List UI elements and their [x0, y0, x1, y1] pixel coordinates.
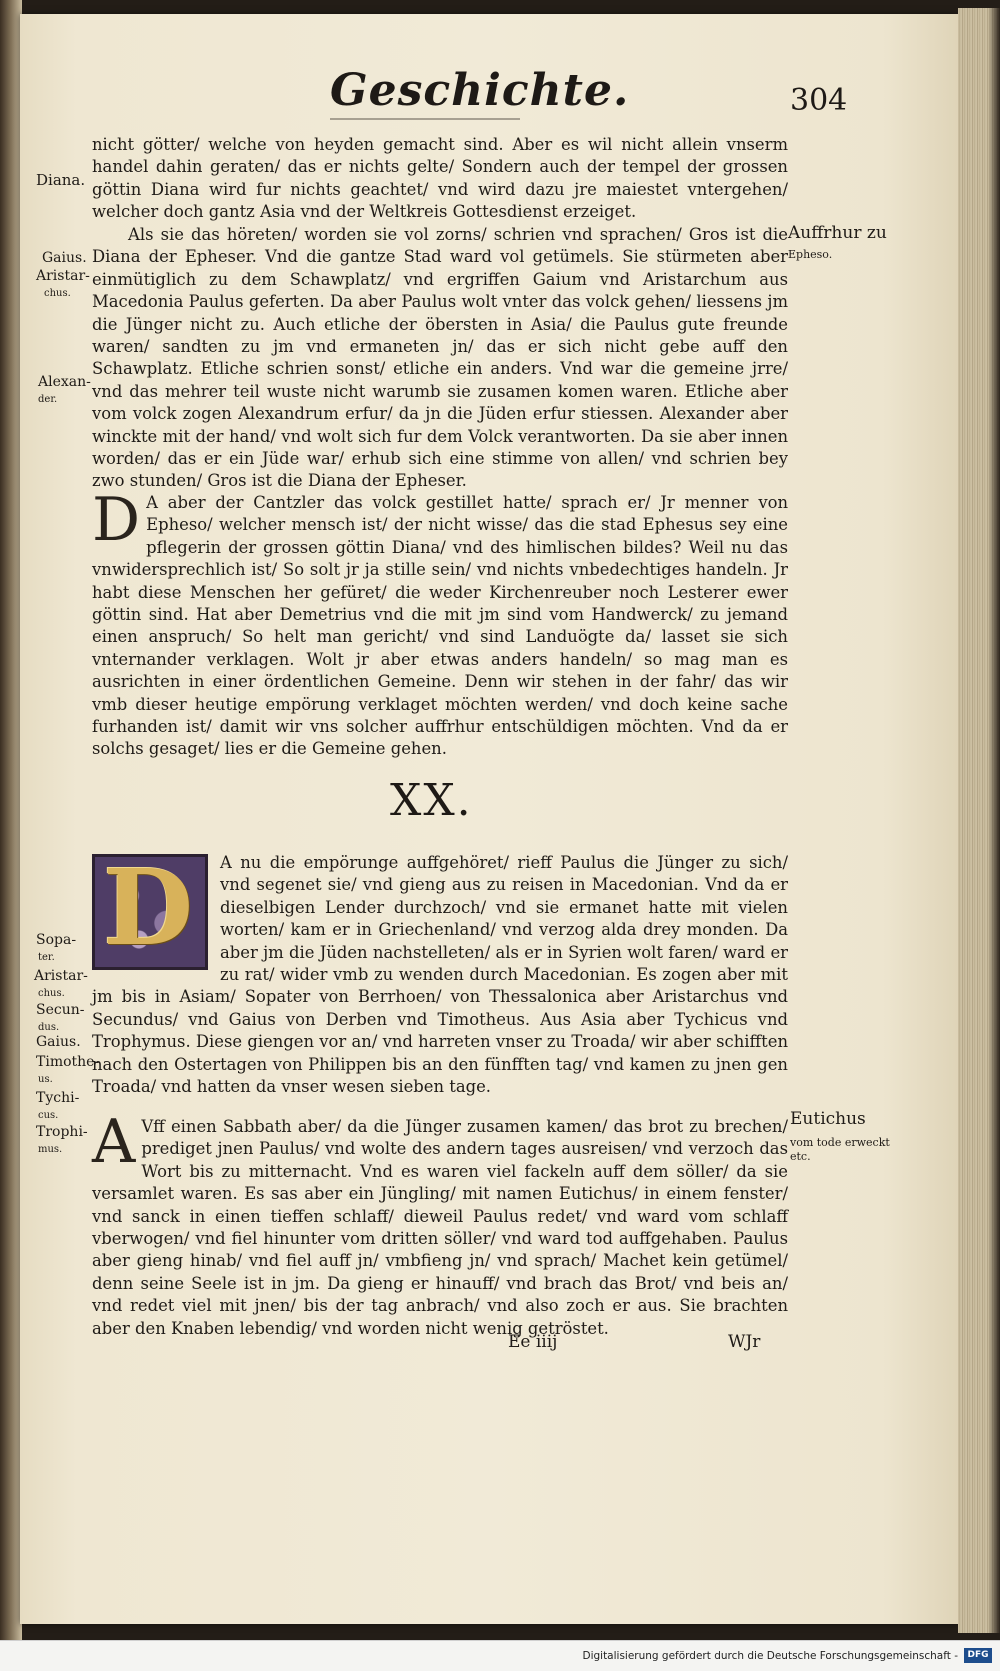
paragraph: nicht götter/ welche von heyden gemacht sind. Aber es wil nicht allein vnserm handel dahin geraten/ das er nichts gelte/ Sondern auch der tempel der grossen göttin Diana wird fur nichts geachtet/ vnd wird dazu jre maiestet vntergehen/ welcher doch gantz Asia vnd der Weltkreis Gottesdienst erzeiget.	[92, 135, 788, 222]
folio-number: 304	[790, 83, 848, 118]
running-header: Geschichte.	[330, 65, 630, 116]
margin-note: Diana.	[36, 171, 86, 189]
paragraph	[92, 846, 788, 1098]
text-block-1	[92, 134, 788, 224]
catchword: WJr	[728, 1332, 761, 1352]
text-block-4	[92, 846, 788, 1098]
margin-note: ter.	[38, 952, 55, 963]
margin-note: Tychi-	[36, 1090, 80, 1106]
margin-note: chus.	[44, 288, 71, 299]
paragraph-text: A nu die empörunge auffgehöret/ rieff Paulus die Jünger zu sich/ vnd segenet sie/ vnd gieng aus zu reisen in Macedonian. Vnd da er dieselbigen Lender durchzoch/ vnd sie ermanet hatte mit vielen worten/ kam er in Griechenland/ vnd verzog alda drey monden. Da aber jm die Jüden nachstelleten/ als er in Syrien wolt faren/ ward er zu rat/ wider vmb zu wenden durch Macedonian. Es zogen aber mit jm bis in Asiam/ Sopater von Berrhoen/ von Thessalonica aber Aristarchus vnd Secundus/ vnd Gaius von Derben vnd Timotheus. Aus Asia aber Tychicus vnd Trophymus. Diese giengen vor an/ vnd harreten vnser zu Troada/ wir aber schifften nach den Ostertagen von Philippen bis an den fünfften tag/ vnd kamen zu jnen gen Troada/ vnd hatten da vnser wesen sieben tage.	[92, 853, 788, 1097]
footer-bar	[0, 1640, 1000, 1671]
margin-note: Secun-	[36, 1002, 85, 1018]
text-block-2	[92, 224, 788, 493]
margin-note: vom tode erweckt	[790, 1136, 890, 1149]
funding-notice: Digitalisierung gefördert durch die Deutsche Forschungsgemeinschaft -	[582, 1650, 958, 1662]
paragraph-text: Vff einen Sabbath aber/ da die Jünger zusamen kamen/ das brot zu brechen/ prediget jnen Paulus/ vnd wolte des andern tages ausreisen/ vnd verzoch das Wort bis zu mitternacht. Vnd es waren viel fackeln auff dem söller/ da sie versamlet waren. Es sas aber ein Jüngling/ mit namen Eutichus/ in einem fenster/ vnd sanck in einen tieffen schlaff/ dieweil Paulus redet/ vnd ward vom schlaff vberwogen/ vnd fiel hinunter vom dritten söller/ vnd ward tod auffgehaben. Paulus aber gieng hinab/ vnd fiel auff jn/ vmbfieng jn/ vnd sprach/ Machet kein getümel/ denn seine Seele ist in jm. Da gieng er hinauff/ vnd brach das Brot/ vnd beis an/ vnd redet viel mit jnen/ bis der tag anbrach/ vnd also zoch er aus. Sie brachten aber den Knaben lebendig/ vnd worden nicht wenig getröstet.	[92, 1117, 788, 1338]
page-fore-edge	[958, 8, 1000, 1633]
paragraph-text: A aber der Cantzler das volck gestillet hatte/ sprach er/ Jr menner von Epheso/ welcher mensch ist/ der nicht wisse/ das die stad Ephesus sey eine pflegerin der grossen göttin Diana/ vnd des himlischen bildes? Weil nu das vnwidersprechlich ist/ So solt jr ja stille sein/ vnd nichts vnbedechtiges handeln. Jr habt diese Menschen her gefüret/ die weder Kirchenreuber noch Lesterer ewer göttin sind. Hat aber Demetrius vnd die mit jm sind vom Handwerck/ zu jemand einen anspruch/ So helt man gericht/ vnd sind Landuögte da/ lasset sie sich vnternander verklagen. Wolt jr aber etwas anders handeln/ so mag man es ausrichten in einer ördentlichen Gemeine. Denn wir stehen in der fahr/ das wir vmb dieser heutige empörung verklaget möchten werden/ vnd doch keine sache furhanden ist/ damit wir vns solcher auffrhur entschüldigen möchten. Vnd da er solchs gesaget/ lies er die Gemeine gehen.	[92, 493, 788, 759]
dfg-logo: DFG	[964, 1648, 992, 1663]
margin-note: Epheso.	[788, 248, 833, 261]
margin-note: mus.	[38, 1144, 63, 1155]
margin-note: us.	[38, 1074, 53, 1085]
text-block-5	[92, 1107, 788, 1340]
margin-note: Eutichus	[790, 1109, 866, 1129]
margin-note: Aristar-	[36, 268, 90, 284]
margin-note: Gaius.	[42, 250, 87, 266]
margin-note: dus.	[38, 1022, 60, 1033]
paragraph	[92, 485, 788, 761]
margin-note: Alexan-	[38, 374, 91, 390]
margin-note: Trophi-	[36, 1124, 88, 1140]
initial-letter: D	[92, 485, 141, 555]
margin-note: etc.	[790, 1150, 811, 1163]
margin-note: Auffrhur zu	[788, 223, 887, 243]
margin-note: Sopa-	[36, 932, 77, 948]
header-rule	[330, 118, 520, 120]
chapter-heading: XX.	[390, 775, 473, 826]
text-block-3	[92, 485, 788, 761]
margin-note: Aristar-	[34, 968, 88, 984]
margin-note: chus.	[38, 988, 65, 999]
signature-mark: Ee iiij	[508, 1332, 558, 1352]
margin-note: der.	[38, 394, 58, 405]
initial-letter: A	[92, 1107, 136, 1177]
illuminated-letter: D	[103, 846, 194, 969]
paragraph: Als sie das höreten/ worden sie vol zorns/ schrien vnd sprachen/ Gros ist die Diana der Epheser. Vnd die gantze Stad ward vol getümels. Sie stürmeten aber einmütiglich zu dem Schawplatz/ vnd ergriffen Gaium vnd Aristarchum aus Macedonia Paulus geferten. Da aber Paulus wolt vnter das volck gehen/ liessens jm die Jünger nicht zu. Auch etliche der öbersten in Asia/ die Paulus gute freunde waren/ sandten zu jm vnd ermaneten jn/ das er sich nicht gebe auff den Schawplatz. Etliche schrien sonst/ etliche ein anders. Vnd war die gemeine jrre/ vnd das mehrer teil wuste nicht warumb sie zusamen komen waren. Etliche aber vom volck zogen Alexandrum erfur/ da jn die Jüden erfur stiessen. Alexander aber winckte mit der hand/ vnd wolt sich fur dem Volck verantworten. Da sie aber innen worden/ das er ein Jüde war/ erhub sich eine stimme von allen/ vnd schrien bey zwo stunden/ Gros ist die Diana der Epheser.	[92, 225, 788, 491]
previous-page-edge	[0, 0, 22, 1640]
margin-note: Timothe-	[36, 1054, 100, 1070]
paragraph	[92, 1107, 788, 1340]
margin-note: cus.	[38, 1110, 59, 1121]
illuminated-initial	[92, 846, 208, 970]
margin-note: Gaius.	[36, 1034, 81, 1050]
